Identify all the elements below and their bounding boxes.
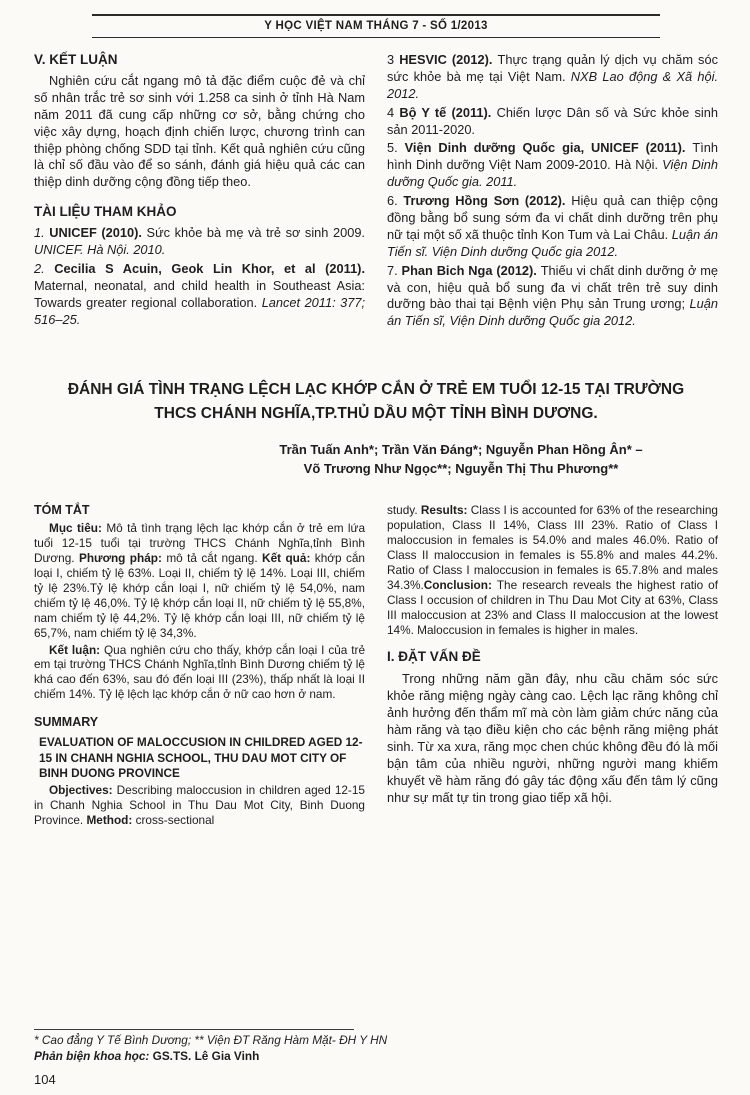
introduction-body: Trong những năm gần đây, nhu cầu chăm sóc sức khỏe răng miệng ngày càng cao. Lệch lạc răng không chỉ ảnh hưởng đến thẩm mĩ mà còn làm giảm chức năng của hàm răng và tạo điều kiện cho các bệnh răng miệng phát sinh. Từ xa xưa, răng mọc chen chúc không đều đó là mối bận tâm của nhiều người, những người mang khiếm khuyết về hàm răng đó gây tác động xấu đến tâm lý cũng như sự mất tự tin trong giao tiếp xã hội. [387, 671, 718, 805]
conclusion-heading: V. KẾT LUẬN [34, 52, 118, 67]
article-title-line2: THCS CHÁNH NGHĨA,TP.THỦ DẦU MỘT TỈNH BÌNH DƯƠNG. [154, 404, 598, 422]
summary-body-right: study. Results: Class I is accounted for 63% of the researching population, Class II 14%, Class III 23%. Ratio of Class I maloccusion in females is 54.0% and males 46.0%. Ratio of Class II maloccusion in females is 55.8% and males 44.2%. Ratio of Class I maloccusion in females is 65.7.8% and males 34.3%.Conclusion: The research reveals the highest ratio of Class I occusion of children in Thu Dau Mot City at 63%, Class III maloccusion at 23% and Class II maloccusion at the lowest 14%. Maloccusion in females is higher in males. [387, 502, 718, 637]
top-right-column [387, 52, 718, 332]
summary-body-left: Objectives: Describing maloccusion in children aged 12-15 in Chanh Nghia School in Thu Dau Mot City, Binh Duong Province. Method: cross-sectional [34, 783, 365, 828]
authors-line1: Trần Tuấn Anh*; Trần Văn Đáng*; Nguyễn Phan Hồng Ân* – [279, 441, 643, 457]
conclusion-body: Nghiên cứu cắt ngang mô tả đặc điểm cuộc đẻ và chỉ số nhân trắc trẻ sơ sinh với 1.258 ca sinh ở tỉnh Hà Nam năm 2011 đã cung cấp những cơ sở, bằng chứng cho việc xây dựng, hoạch định chiến lược, chương trình can thiệp phòng chống SDD tại tỉnh. Kết quả nghiên cứu cũng là chỉ số đầu vào để so sánh, đánh giá hiệu quả các can thiệp dinh dưỡng cộng đồng tiếp theo. [34, 73, 365, 190]
top-left-column [34, 52, 365, 332]
references-heading: TÀI LIỆU THAM KHẢO [34, 204, 177, 220]
reference-item: 7. Phan Bich Nga (2012). Thiếu vi chất dinh dưỡng ở mẹ và con, hiệu quả bổ sung đa vi chất trên trẻ suy dinh dưỡng bào thai tại Bệnh viện Phụ sản Trung ương; Luận án Tiến sĩ, Viện Dinh dưỡng Quốc gia 2012. [387, 262, 719, 329]
affiliation-note: * Cao đẳng Y Tế Bình Dương; ** Viện ĐT Răng Hàm Mặt- ĐH Y HN [34, 1033, 388, 1048]
summary-subheading: EVALUATION OF MALOCCUSION IN CHILDRED AGED 12-15 IN CHANH NGHIA SCHOOL, THU DAU MOT CITY OF BINH DUONG PROVINCE [39, 735, 363, 781]
reference-item: 1. UNICEF (2010). Sức khỏe bà mẹ và trẻ sơ sinh 2009. UNICEF. Hà Nội. 2010. [34, 225, 365, 258]
reference-item: 2. Cecilia S Acuin, Geok Lin Khor, et al (2011). Maternal, neonatal, and child health in Southeast Asia: Towards greater regional collaboration. Lancet 2011: 377; 516–25. [34, 261, 366, 327]
reviewer-note: Phản biện khoa học: GS.TS. Lê Gia Vinh [34, 1049, 260, 1064]
bottom-left-column [34, 503, 365, 831]
bottom-right-column [387, 503, 718, 831]
summary-heading: SUMMARY [34, 715, 99, 730]
footnote-divider [34, 1029, 354, 1030]
article-title-line1: ĐÁNH GIÁ TÌNH TRẠNG LỆCH LẠC KHỚP CẮN Ở TRẺ EM TUỔI 12-15 TẠI TRƯỜNG [67, 381, 685, 399]
introduction-heading: I. ĐẶT VẤN ĐỀ [387, 649, 481, 665]
conclusion-references-section [34, 52, 718, 332]
article-title [42, 378, 710, 425]
reference-item: 4 Bộ Y tế (2011). Chiến lược Dân số và Sức khỏe sinh sản 2011-2020. [387, 104, 718, 137]
page-number: 104 [34, 1072, 56, 1087]
reference-item: 3 HESVIC (2012). Thực trạng quản lý dịch vụ chăm sóc sức khỏe bà mẹ tại Việt Nam. NXB Lao động & Xã hội. 2012. [387, 52, 719, 101]
journal-header-text: Y HỌC VIỆT NAM THÁNG 7 - SỐ 1/2013 [264, 20, 488, 32]
authors-line2: Võ Trương Như Ngọc**; Nguyễn Thị Thu Phương** [303, 461, 619, 477]
journal-header [92, 14, 660, 38]
footnote-block [34, 1029, 464, 1065]
abstract-summary-section [34, 503, 718, 831]
abstract-paragraph-conclusion: Kết luận: Qua nghiên cứu cho thấy, khớp cắn loại I của trẻ em tại trường THCS Chánh Nghĩa,tỉnh Bình Dương chiếm tỷ lệ khá cao đến 63%, sau đó đến loại III (23%), thấp nhất là loại II chiếm 14%. Tỷ lệ lệch lạc khớp cắn ở nữ cao hơn ở nam. [34, 642, 366, 702]
reference-item: 6. Trương Hồng Sơn (2012). Hiệu quả can thiệp cộng đồng bằng bổ sung sớm đa vi chất dinh dưỡng trên phụ nữ tại một số xã thuộc tỉnh Kon Tum và Lai Châu. Luận án Tiến sĩ. Viện Dinh dưỡng Quốc gia 2012. [387, 193, 719, 259]
abstract-heading: TÓM TẮT [34, 502, 90, 517]
authors-block [204, 440, 718, 479]
abstract-paragraph-objectives: Mục tiêu: Mô tả tình trạng lệch lạc khớp cắn ở trẻ em lứa tuổi 12-15 tuổi tại trường THCS Chánh Nghĩa,tỉnh Bình Dương. Phương pháp: mô tả cắt ngang. Kết quả: khớp cắn loại I, chiếm tỷ lệ 63%. Loại II, chiếm tỷ lệ 14%. Loại III, chiếm tỷ lệ 23%.Tỷ lệ khớp cắn loại I, nữ chiếm tỷ lệ 54,0%, nam chiếm tỷ lệ 46,0%. Tỷ lệ khớp cắn loại II, nữ chiếm tỷ lệ 55,8%, nam chiếm tỷ lệ 44,2%. Tỷ lệ khớp cắn loại III, nữ chiếm tỷ lệ 65,7%, nam chiếm tỷ lệ 34,3%. [34, 520, 365, 640]
reference-item: 5. Viện Dinh dưỡng Quốc gia, UNICEF (2011). Tình hình Dinh dưỡng Việt Nam 2009-2010. Hà Nội. Viện Dinh dưỡng Quốc gia. 2011. [387, 140, 718, 190]
